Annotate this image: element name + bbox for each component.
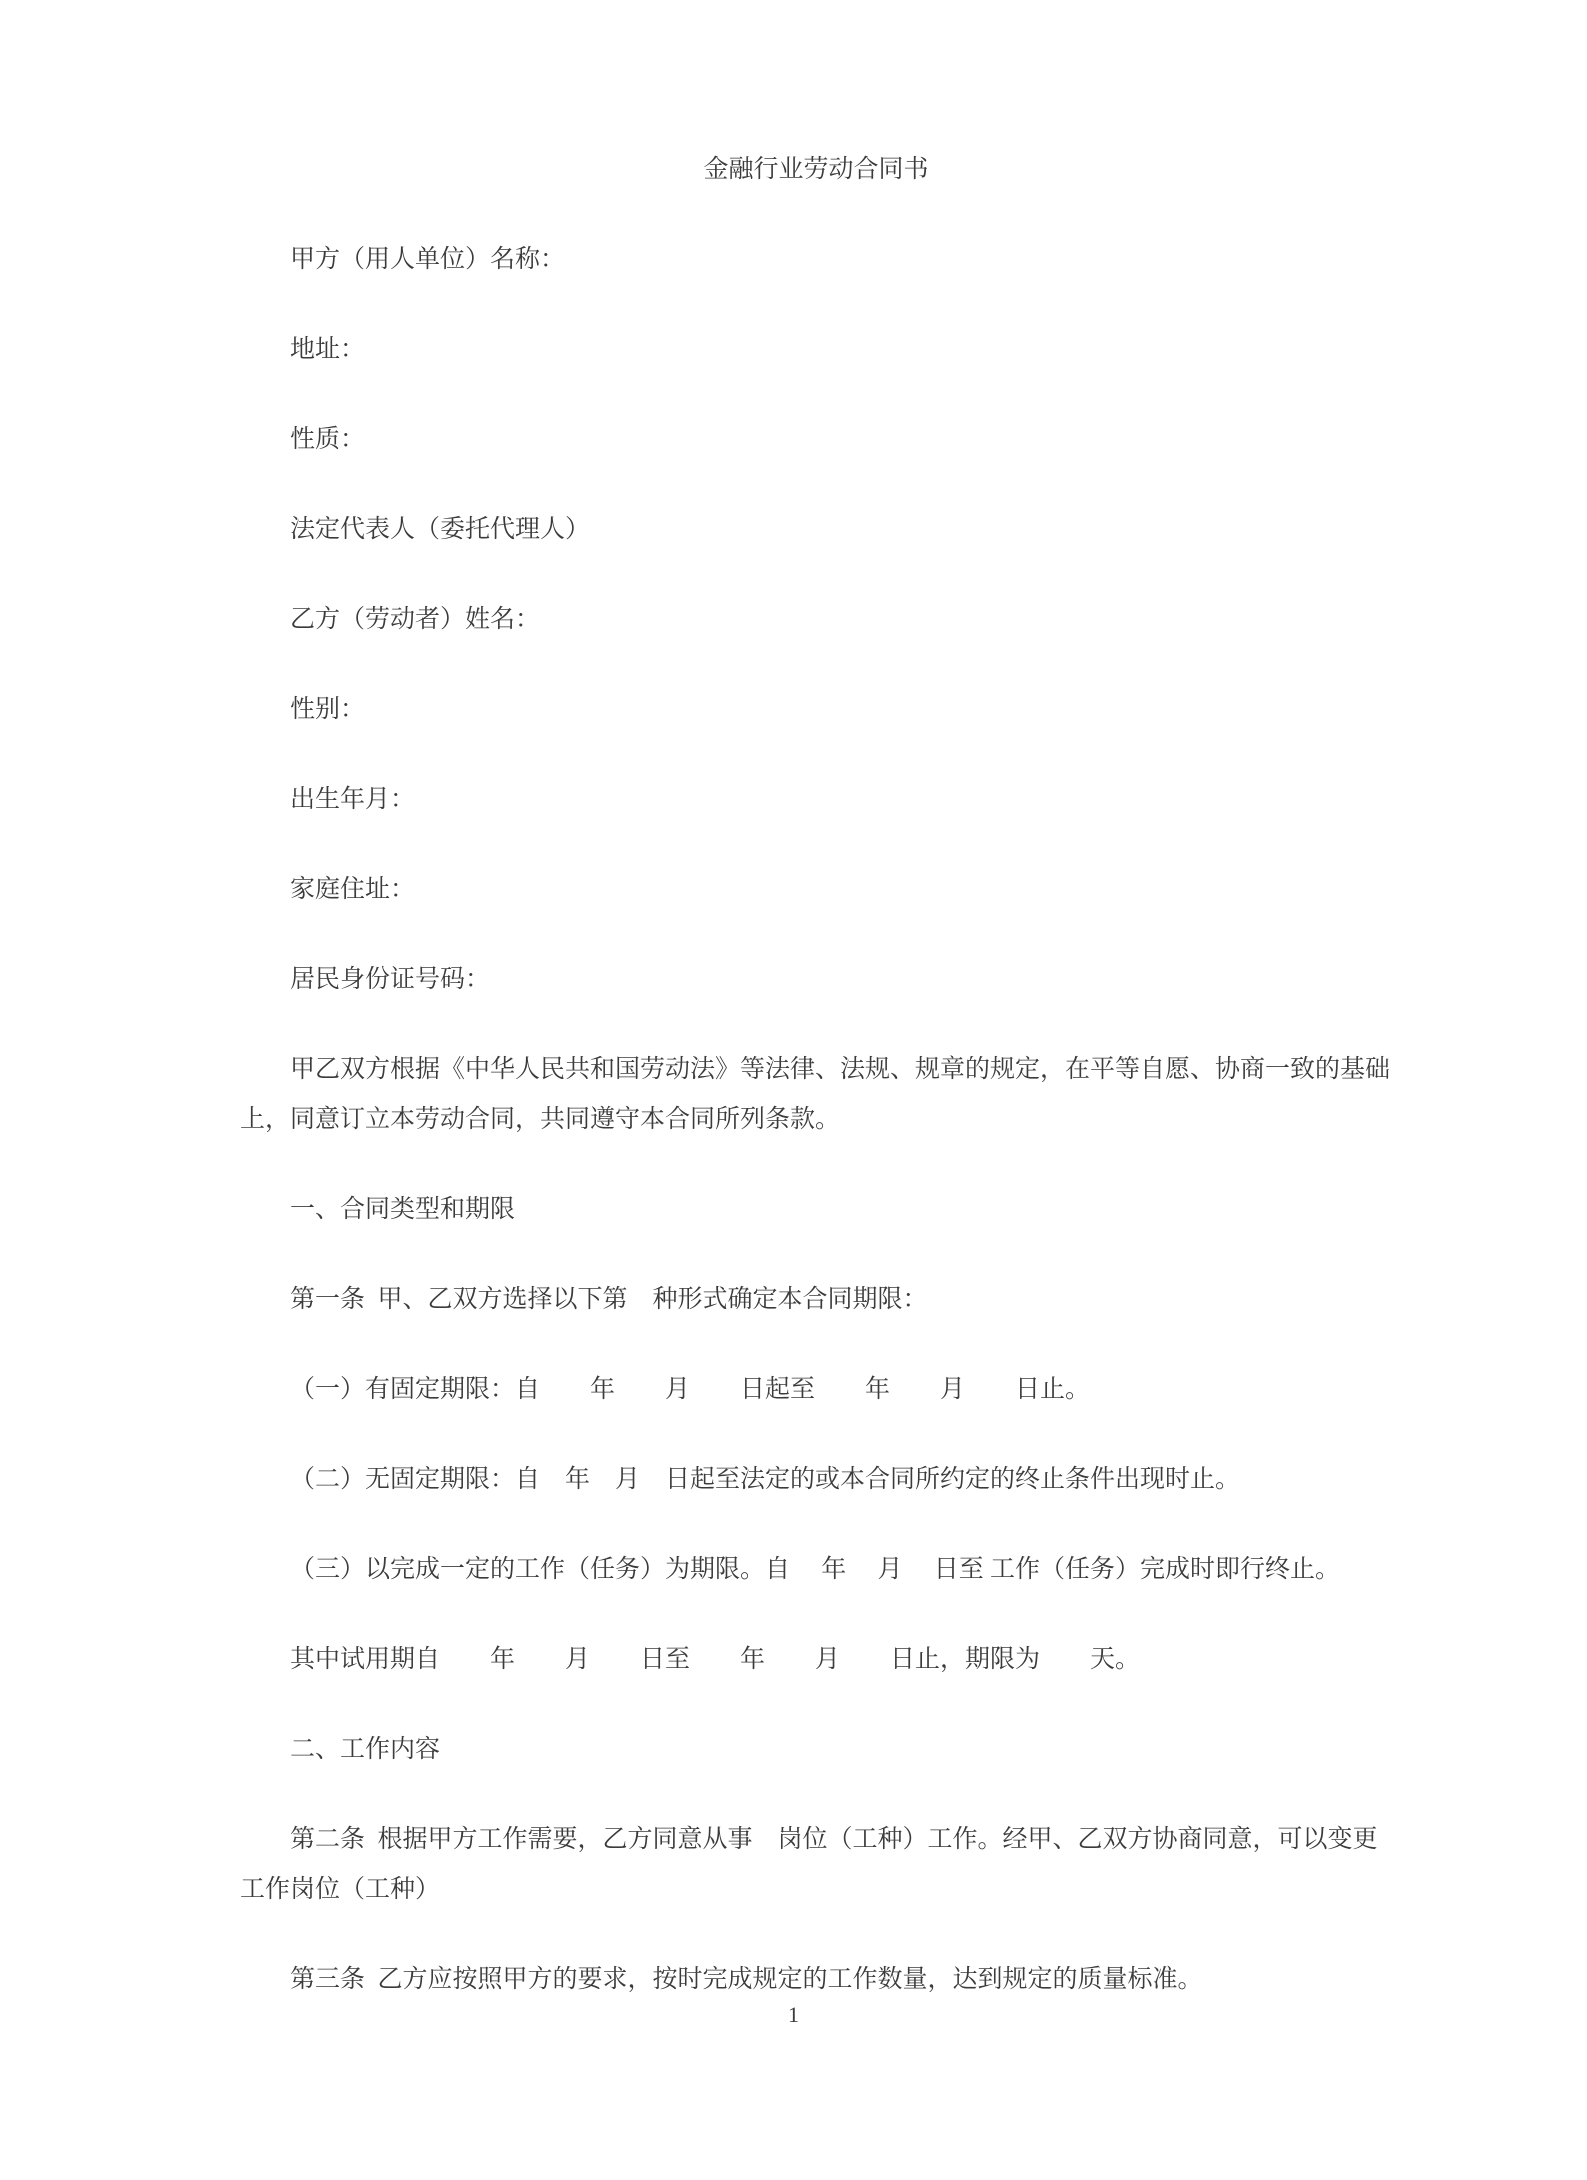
section-2-heading: 二、工作内容	[290, 1736, 441, 1763]
contract-body	[240, 145, 1392, 2045]
party-a-name-line: 甲方（用人单位）名称：	[290, 246, 566, 273]
party-a-nature-line: 性质：	[290, 426, 366, 453]
party-a-address-line: 地址：	[290, 336, 366, 363]
section-1-heading: 一、合同类型和期限	[290, 1196, 516, 1223]
article-1-item-2: （二）无固定期限：自 年 月 日起至法定的或本合同所约定的终止条件出现时止。	[290, 1466, 1241, 1493]
article-1-item-1: （一）有固定期限：自 年 月 日起至 年 月 日止。	[290, 1376, 1091, 1403]
article-1-paragraph: 第一条 甲、乙双方选择以下第 种形式确定本合同期限：	[290, 1286, 928, 1313]
home-address-line: 家庭住址：	[290, 876, 416, 903]
preamble-paragraph: 甲乙双方根据《中华人民共和国劳动法》等法律、法规、规章的规定，在平等自愿、协商一致的基础上，同意订立本劳动合同，共同遵守本合同所列条款。	[240, 1056, 1391, 1133]
article-1-item-3: （三）以完成一定的工作（任务）为期限。自 年 月 日至 工作（任务）完成时即行终止。	[290, 1556, 1341, 1583]
gender-line: 性别：	[290, 696, 366, 723]
article-3-paragraph: 第三条 乙方应按照甲方的要求，按时完成规定的工作数量，达到规定的质量标准。	[290, 1966, 1203, 1993]
page-title: 金融行业劳动合同书	[703, 156, 929, 183]
probation-period-line: 其中试用期自 年 月 日至 年 月 日止，期限为 天。	[290, 1646, 1141, 1673]
page-number: 1	[788, 2002, 799, 2027]
legal-representative-line: 法定代表人（委托代理人）	[290, 516, 591, 543]
birth-date-line: 出生年月：	[290, 786, 416, 813]
id-number-line: 居民身份证号码：	[290, 966, 491, 993]
party-b-name-line: 乙方（劳动者）姓名：	[290, 606, 541, 633]
article-2-paragraph: 第二条 根据甲方工作需要，乙方同意从事 岗位（工种）工作。经甲、乙双方协商同意，可以变更工作岗位（工种）	[240, 1826, 1378, 1903]
